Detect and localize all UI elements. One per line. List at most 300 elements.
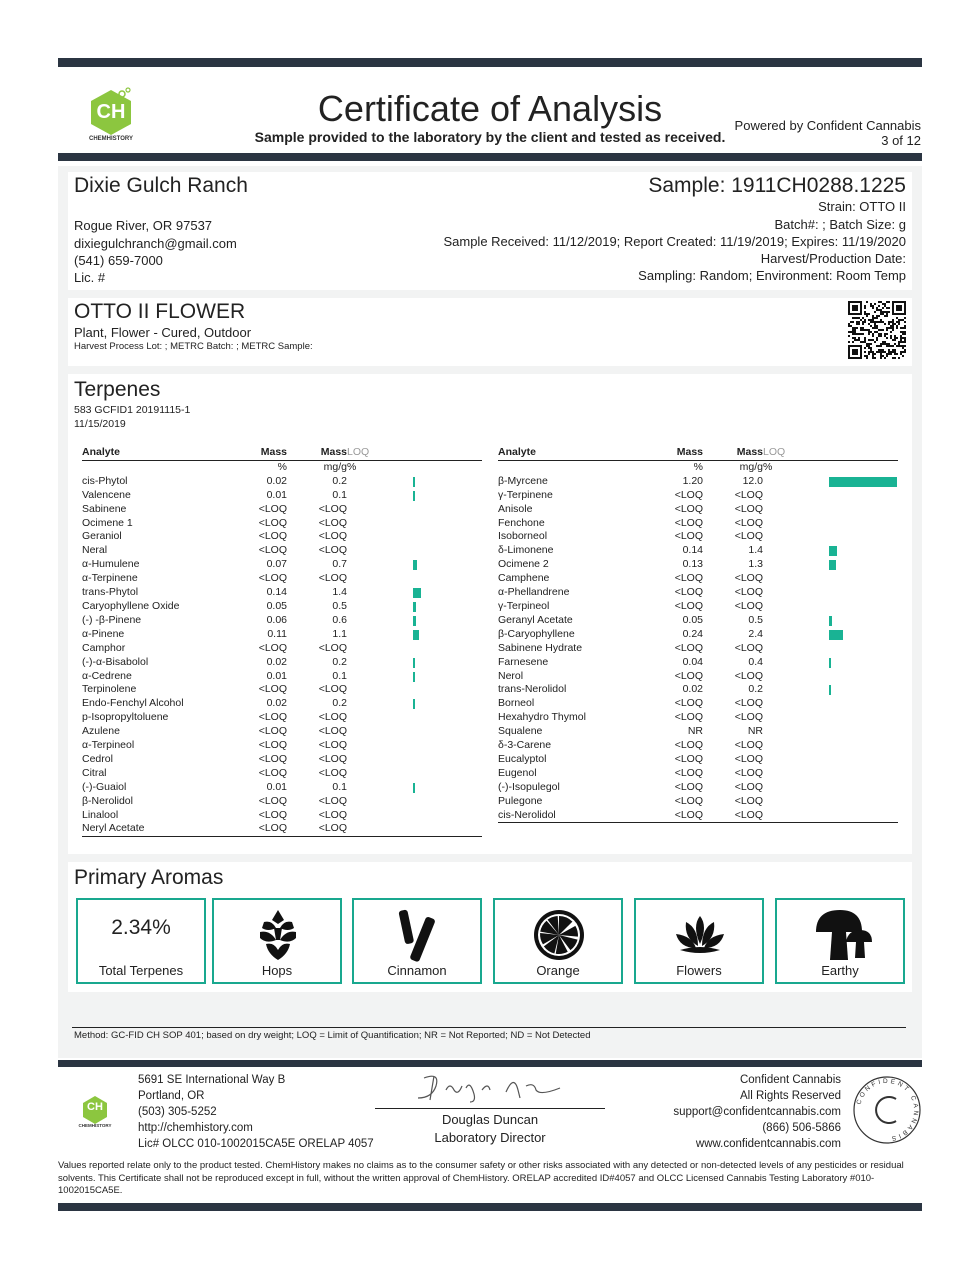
loq-bar-cell — [347, 517, 482, 531]
table-row — [498, 530, 898, 544]
loq-bar-cell — [347, 781, 482, 795]
analyte-name: δ-3-Carene — [498, 739, 552, 752]
mass-pct: 1.20 — [682, 474, 703, 487]
earthy-icon — [812, 908, 872, 964]
mass-pct: <LOQ — [674, 572, 703, 585]
aroma-label: Orange — [536, 963, 580, 978]
loq-bar-cell — [347, 628, 482, 642]
mass-pct: 0.02 — [266, 474, 287, 487]
mass-mg: 0.4 — [748, 655, 763, 668]
analyte-name: Cedrol — [82, 752, 113, 765]
mass-pct: <LOQ — [674, 641, 703, 654]
loq-bar-cell — [763, 517, 898, 531]
concentration-bar — [829, 546, 837, 556]
analyte-name: Camphene — [498, 572, 550, 585]
units-row — [498, 460, 898, 474]
loq-bar-cell — [763, 809, 898, 823]
table-row — [498, 572, 898, 586]
table-row — [82, 656, 482, 670]
table-row — [498, 725, 898, 739]
mass-pct: 0.01 — [266, 780, 287, 793]
mass-pct: <LOQ — [258, 572, 287, 585]
analyte-name: Farnesene — [498, 655, 549, 668]
concentration-bar — [413, 602, 416, 612]
loq-bar-cell — [763, 503, 898, 517]
director-signature — [410, 1068, 570, 1108]
concentration-bar — [413, 491, 415, 501]
mass-mg: 1.4 — [332, 586, 347, 599]
mass-mg: <LOQ — [318, 808, 347, 821]
mass-mg: <LOQ — [734, 669, 763, 682]
mass-pct: <LOQ — [258, 544, 287, 557]
aroma-cinnamon — [352, 898, 482, 984]
mass-pct: 0.06 — [266, 613, 287, 626]
mass-pct: 0.02 — [266, 697, 287, 710]
mass-mg: <LOQ — [734, 530, 763, 543]
cinnamon-icon — [394, 908, 442, 964]
analyte-name: α-Terpineol — [82, 739, 135, 752]
loq-bar-cell — [347, 600, 482, 614]
aroma-hops — [212, 898, 342, 984]
total-terpenes-value: 2.34% — [111, 916, 171, 939]
mass-mg: <LOQ — [287, 822, 347, 836]
mass-mg: <LOQ — [734, 766, 763, 779]
sample-id: Sample: 1911CH0288.1225 — [648, 174, 906, 197]
loq-bar-cell — [347, 753, 482, 767]
table-row — [82, 767, 482, 781]
mass-pct: 0.13 — [682, 558, 703, 571]
lab-contact — [138, 1072, 374, 1152]
loq-bar-cell — [763, 558, 898, 572]
mass-pct: <LOQ — [674, 669, 703, 682]
mass-pct: 0.01 — [266, 488, 287, 501]
table-row — [498, 503, 898, 517]
mass-pct: <LOQ — [258, 752, 287, 765]
mass-mg: <LOQ — [318, 516, 347, 529]
mass-pct: <LOQ — [674, 711, 703, 724]
mass-mg: <LOQ — [318, 766, 347, 779]
loq-bar-cell — [347, 697, 482, 711]
table-row — [82, 725, 482, 739]
loq-bar-cell — [347, 767, 482, 781]
total-terpenes-box — [76, 898, 206, 984]
mass-pct: <LOQ — [674, 780, 703, 793]
mass-pct: <LOQ — [658, 809, 703, 823]
mass-pct: 0.05 — [266, 599, 287, 612]
mass-mg: <LOQ — [734, 599, 763, 612]
loq-bar-cell — [347, 558, 482, 572]
table-row — [82, 475, 482, 489]
director-name: Douglas Duncan — [441, 1112, 539, 1127]
table-row — [82, 642, 482, 656]
concentration-bar — [413, 477, 415, 487]
analyte-name: Nerol — [498, 669, 524, 682]
concentration-bar — [413, 699, 415, 709]
loq-bar-cell — [763, 530, 898, 544]
table-row — [498, 697, 898, 711]
unit-pct: % — [277, 460, 287, 473]
concentration-bar — [829, 685, 831, 695]
col-mass-pct: Mass — [658, 446, 703, 460]
analyte-name: trans-Phytol — [82, 586, 139, 599]
mass-mg: <LOQ — [318, 725, 347, 738]
concentration-bar — [829, 477, 897, 487]
product-lots: Harvest Process Lot: ; METRC Batch: ; METRC Sample: — [74, 341, 313, 352]
mass-pct: <LOQ — [258, 683, 287, 696]
col-analyte: Analyte — [82, 446, 242, 460]
col-mass-pct: Mass — [242, 446, 287, 460]
client-license: Lic. # — [74, 270, 106, 285]
loq-bar-cell — [347, 711, 482, 725]
analyte-name: p-Isopropyltoluene — [82, 711, 169, 724]
loq-bar-cell — [347, 489, 482, 503]
aroma-label: Flowers — [676, 963, 722, 978]
mass-pct: <LOQ — [242, 822, 287, 836]
client-name: Dixie Gulch Ranch — [74, 174, 248, 197]
analyte-name: Endo-Fenchyl Alcohol — [82, 697, 184, 710]
loq-bar-cell — [763, 586, 898, 600]
mass-pct: <LOQ — [258, 766, 287, 779]
mass-mg: 1.1 — [332, 627, 347, 640]
loq-bar-cell — [347, 586, 482, 600]
table-row — [82, 614, 482, 628]
analyte-name: (-)-α-Bisabolol — [82, 655, 149, 668]
analyte-name: Valencene — [82, 488, 131, 501]
loq-bar-cell — [763, 781, 898, 795]
table-row — [498, 475, 898, 489]
product-name: OTTO II FLOWER — [74, 300, 246, 323]
mass-mg: <LOQ — [318, 752, 347, 765]
mass-mg: NR — [747, 725, 763, 738]
mass-mg: 1.3 — [748, 558, 763, 571]
qr-code[interactable] — [848, 301, 906, 359]
mass-pct: <LOQ — [674, 739, 703, 752]
mass-pct: 0.07 — [266, 558, 287, 571]
concentration-bar — [413, 658, 415, 668]
header-bar — [58, 153, 922, 161]
loq-bar-cell — [763, 544, 898, 558]
loq-bar-cell — [347, 656, 482, 670]
table-row — [82, 503, 482, 517]
table-row — [82, 572, 482, 586]
concentration-bar — [413, 630, 419, 640]
concentration-bar — [829, 630, 843, 640]
loq-bar-cell — [763, 670, 898, 684]
loq-bar-cell — [763, 683, 898, 697]
cc-website[interactable]: www.confidentcannabis.com — [695, 1138, 841, 1150]
mass-mg: <LOQ — [318, 683, 347, 696]
loq-bar-cell — [763, 739, 898, 753]
mass-mg: <LOQ — [318, 641, 347, 654]
loq-bar-cell — [763, 475, 898, 489]
mass-mg: 0.7 — [332, 558, 347, 571]
mass-mg: <LOQ — [734, 780, 763, 793]
table-row — [82, 544, 482, 558]
mass-pct: 0.14 — [266, 586, 287, 599]
analyte-name: Borneol — [498, 697, 535, 710]
analyte-name: Eugenol — [498, 766, 537, 779]
table-row — [498, 600, 898, 614]
mass-pct: 0.24 — [682, 627, 703, 640]
analyte-name: cis-Nerolidol — [498, 809, 658, 823]
mass-mg: <LOQ — [734, 516, 763, 529]
mass-pct: <LOQ — [258, 641, 287, 654]
mass-mg: <LOQ — [703, 809, 763, 823]
analyte-name: Squalene — [498, 725, 543, 738]
table-row — [82, 683, 482, 697]
page-number: 3 of 12 — [881, 133, 921, 148]
mass-mg: 0.1 — [332, 488, 347, 501]
mass-pct: 0.02 — [682, 683, 703, 696]
terpenes-run-id: 583 GCFID1 20191115-1 — [74, 404, 191, 416]
cc-rights: All Rights Reserved — [740, 1090, 841, 1102]
col-loq: LOQ — [347, 446, 482, 460]
top-bar — [58, 58, 922, 67]
lab-address-2: Portland, OR — [138, 1090, 205, 1102]
table-row — [498, 558, 898, 572]
confident-cannabis-seal — [852, 1075, 922, 1145]
mass-pct: <LOQ — [674, 766, 703, 779]
concentration-bar — [829, 658, 831, 668]
total-terpenes-label: Total Terpenes — [98, 963, 184, 978]
seal-text: CONFIDENT CANNABIS — [855, 1077, 920, 1143]
table-row — [498, 614, 898, 628]
loq-bar-cell — [763, 489, 898, 503]
unit-mg: mg/g — [323, 460, 347, 473]
page-subtitle: Sample provided to the laboratory by the client and tested as received. — [254, 129, 726, 145]
terpenes-table-left — [82, 446, 482, 837]
method-divider — [72, 1027, 906, 1028]
analyte-name: Citral — [82, 766, 107, 779]
loq-bar-cell — [347, 822, 482, 836]
mass-pct: <LOQ — [674, 794, 703, 807]
svg-text:CONFIDENT CANNABIS — [855, 1078, 919, 1142]
mass-mg: <LOQ — [734, 586, 763, 599]
chemhistory-small-logo — [78, 1094, 112, 1130]
table-row — [498, 739, 898, 753]
loq-bar-cell — [763, 628, 898, 642]
mass-mg: 0.5 — [748, 613, 763, 626]
mass-mg: <LOQ — [734, 711, 763, 724]
loq-bar-cell — [347, 739, 482, 753]
sample-dates: Sample Received: 11/12/2019; Report Created: 11/19/2019; Expires: 11/19/2020 — [443, 234, 906, 249]
concentration-bar — [413, 616, 416, 626]
table-row — [82, 711, 482, 725]
loq-bar-cell — [763, 572, 898, 586]
loq-bar-cell — [347, 725, 482, 739]
mass-mg: <LOQ — [318, 711, 347, 724]
table-row — [82, 781, 482, 795]
table-row — [498, 767, 898, 781]
analyte-name: α-Terpinene — [82, 572, 138, 585]
lab-phone: (503) 305-5252 — [138, 1106, 217, 1118]
concentration-bar — [829, 560, 836, 570]
table-row — [82, 822, 482, 836]
table-row — [82, 489, 482, 503]
mass-pct: <LOQ — [258, 725, 287, 738]
table-row — [498, 683, 898, 697]
mass-pct: 0.14 — [682, 544, 703, 557]
mass-pct: 0.01 — [266, 669, 287, 682]
loq-bar-cell — [347, 642, 482, 656]
bottom-bar — [58, 1203, 922, 1211]
mass-pct: <LOQ — [258, 711, 287, 724]
analyte-name: β-Nerolidol — [82, 794, 133, 807]
footer-bar — [58, 1060, 922, 1067]
table-row — [82, 809, 482, 823]
loq-bar-cell — [347, 544, 482, 558]
loq-bar-cell — [763, 725, 898, 739]
aroma-flowers — [634, 898, 764, 984]
table-row — [82, 628, 482, 642]
cc-name: Confident Cannabis — [739, 1074, 841, 1086]
mass-mg: 0.1 — [332, 780, 347, 793]
concentration-bar — [413, 588, 421, 598]
loq-bar-cell — [347, 683, 482, 697]
analyte-name: Hexahydro Thymol — [498, 711, 586, 724]
analyte-name: (-) -β-Pinene — [82, 613, 142, 626]
mass-mg: 1.4 — [748, 544, 763, 557]
aroma-label: Earthy — [821, 963, 859, 978]
loq-bar-cell — [763, 711, 898, 725]
mass-mg: 12.0 — [742, 474, 763, 487]
loq-bar-cell — [763, 600, 898, 614]
mass-pct: <LOQ — [258, 530, 287, 543]
hops-icon — [254, 908, 302, 964]
mass-pct: <LOQ — [258, 516, 287, 529]
disclaimer: Values reported relate only to the product tested. ChemHistory makes no claims as to the consumer safety or other risks associated with any detected or non-detected levels of any pesticides or residual solvents. This Certificate shall not be reproduced except in full, without the written approval of ChemHistory. ORELAP accredited ID#4057 and OLCC Licensed Cannabis Testing Laboratory #010-1002015CA5E. — [58, 1160, 904, 1196]
mass-mg: <LOQ — [318, 794, 347, 807]
loq-bar-cell — [347, 572, 482, 586]
mass-pct: NR — [687, 725, 703, 738]
mass-mg: <LOQ — [734, 794, 763, 807]
loq-bar-cell — [347, 795, 482, 809]
orange-icon — [533, 908, 585, 964]
loq-bar-cell — [763, 614, 898, 628]
table-row — [498, 753, 898, 767]
cc-phone: (866) 506-5866 — [762, 1122, 841, 1134]
mass-mg: 0.6 — [332, 613, 347, 626]
analyte-name: Azulene — [82, 725, 120, 738]
client-address: Rogue River, OR 97537 — [74, 218, 213, 233]
small-logo-name: CHEMHISTORY — [78, 1123, 112, 1128]
mass-mg: <LOQ — [734, 697, 763, 710]
analyte-name: Sabinene — [82, 502, 127, 515]
analyte-name: δ-Limonene — [498, 544, 554, 557]
mass-pct: <LOQ — [258, 739, 287, 752]
loq-bar-cell — [347, 503, 482, 517]
table-row — [498, 781, 898, 795]
analyte-name: Ocimene 2 — [498, 558, 549, 571]
mass-mg: <LOQ — [318, 544, 347, 557]
analyte-name: Geranyl Acetate — [498, 613, 573, 626]
analyte-name: γ-Terpinene — [498, 488, 553, 501]
client-sample-panel — [68, 172, 912, 290]
mass-pct: <LOQ — [258, 808, 287, 821]
mass-mg: <LOQ — [318, 572, 347, 585]
analyte-name: Isoborneol — [498, 530, 548, 543]
analyte-name: trans-Nerolidol — [498, 683, 567, 696]
product-panel — [68, 298, 912, 366]
client-email: dixiegulchranch@gmail.com — [74, 236, 237, 251]
loq-bar-cell — [763, 753, 898, 767]
aromas-title: Primary Aromas — [74, 866, 224, 889]
mass-mg: <LOQ — [318, 530, 347, 543]
table-row — [498, 586, 898, 600]
analyte-name: α-Humulene — [82, 558, 140, 571]
loq-bar-cell — [763, 795, 898, 809]
analyte-name: Neral — [82, 544, 108, 557]
terpenes-title: Terpenes — [74, 378, 161, 401]
concentration-bar — [413, 672, 415, 682]
product-type: Plant, Flower - Cured, Outdoor — [74, 325, 252, 340]
table-row — [498, 809, 898, 823]
mass-mg: <LOQ — [734, 572, 763, 585]
analyte-name: γ-Terpineol — [498, 599, 550, 612]
cc-email[interactable]: support@confidentcannabis.com — [673, 1106, 841, 1118]
mass-pct: 0.04 — [682, 655, 703, 668]
lab-website[interactable]: http://chemhistory.com — [138, 1122, 253, 1134]
analyte-name: Fenchone — [498, 516, 545, 529]
logo-text: CH — [96, 101, 126, 123]
analyte-name: Ocimene 1 — [82, 516, 133, 529]
mass-mg: <LOQ — [734, 641, 763, 654]
sample-batch: Batch#: ; Batch Size: g — [774, 217, 906, 232]
aroma-orange — [493, 898, 623, 984]
loq-bar-cell — [763, 642, 898, 656]
mass-pct: <LOQ — [258, 502, 287, 515]
mass-mg: <LOQ — [318, 502, 347, 515]
table-row — [82, 795, 482, 809]
mass-mg: 0.2 — [332, 655, 347, 668]
table-row — [82, 600, 482, 614]
table-row — [82, 558, 482, 572]
mass-pct: <LOQ — [674, 502, 703, 515]
table-row — [498, 628, 898, 642]
analyte-name: cis-Phytol — [82, 474, 128, 487]
mass-mg: <LOQ — [318, 739, 347, 752]
col-analyte: Analyte — [498, 446, 658, 460]
analyte-name: Eucalyptol — [498, 752, 547, 765]
col-mass-mg: Mass — [703, 446, 763, 460]
unit-loq: % — [347, 460, 357, 473]
mass-pct: 0.05 — [682, 613, 703, 626]
table-row — [498, 795, 898, 809]
units-row — [82, 460, 482, 474]
table-row — [498, 489, 898, 503]
analyte-name: (-)-Guaiol — [82, 780, 127, 793]
table-row — [82, 739, 482, 753]
terpenes-date: 11/15/2019 — [74, 418, 126, 430]
concentration-bar — [829, 616, 832, 626]
concentration-bar — [413, 783, 415, 793]
mass-mg: 0.2 — [332, 474, 347, 487]
analyte-name: Linalool — [82, 808, 119, 821]
units-analyte — [82, 460, 242, 474]
loq-bar-cell — [347, 530, 482, 544]
method-note: Method: GC-FID CH SOP 401; based on dry weight; LOQ = Limit of Quantification; NR = Not Reported; ND = Not Detected — [74, 1030, 591, 1041]
director-title: Laboratory Director — [434, 1130, 546, 1145]
analyte-name: Camphor — [82, 641, 126, 654]
analyte-name: β-Myrcene — [498, 474, 548, 487]
table-row — [498, 544, 898, 558]
analyte-name: α-Cedrene — [82, 669, 132, 682]
table-row — [498, 517, 898, 531]
mass-pct: <LOQ — [674, 697, 703, 710]
mass-mg: 2.4 — [748, 627, 763, 640]
terpenes-table-right — [498, 446, 898, 823]
table-row — [82, 530, 482, 544]
